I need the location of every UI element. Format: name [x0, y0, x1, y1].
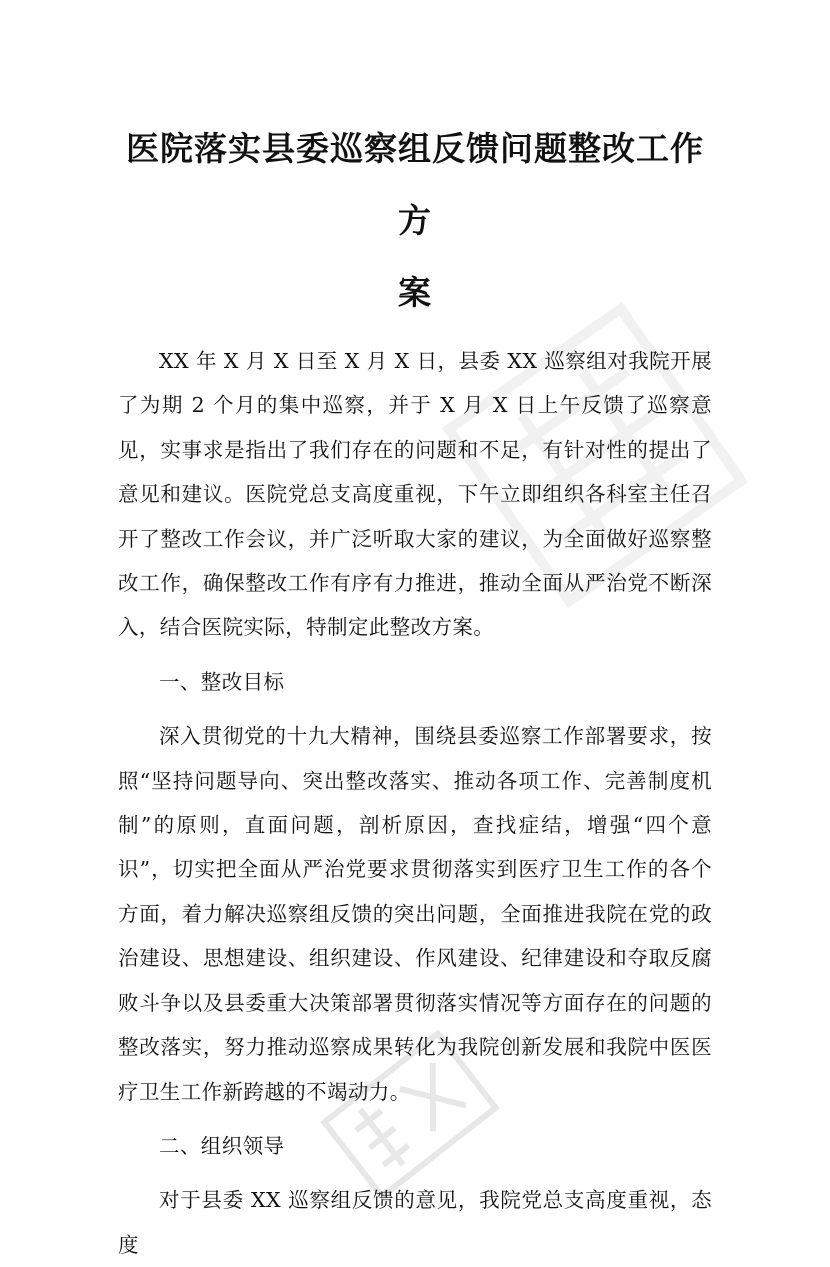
intro-paragraph: XX 年 X 月 X 日至 X 月 X 日，县委 XX 巡察组对我院开展了为期 2 个月的集中巡察，并于 X 月 X 日上午反馈了巡察意见，实事求是指出了我们存在的问题和不足，有针对性的提出了意见和建议。医院党总支高度重视，下午立即组织各科室主任召开了整改工作会议，并广泛听取大家的建议，为全面做好巡察整改工作，确保整改工作有序有力推进，推动全面从严治党不断深入，结合医院实际，特制定此整改方案。 [118, 349, 712, 640]
section-heading-rectification-goal: 一、整改目标 [159, 669, 285, 694]
spacing [118, 704, 712, 714]
document-title-line-2: 案 [398, 273, 432, 312]
section-heading-organization-leadership: 二、组织领导 [159, 1133, 285, 1158]
document-body [118, 339, 712, 1267]
goal-paragraph: 深入贯彻党的十九大精神，围绕县委巡察工作部署要求，按照“坚持问题导向、突出整改落实、推动各项工作、完善制度机制”的原则，直面问题，剖析原因，查找症结，增强“四个意识”，切实把全面从严治党要求贯彻落实到医疗卫生工作的各个方面，着力解决巡察组反馈的突出问题，全面推进我院在党的政治建设、思想建设、组织建设、作风建设、纪律建设和夺取反腐败斗争以及县委重大决策部署贯彻落实情况等方面存在的问题的整改落实，努力推动巡察成果转化为我院创新发展和我院中医医疗卫生工作新跨越的不竭动力。 [118, 724, 712, 1104]
leadership-paragraph: 对于县委 XX 巡察组反馈的意见，我院党总支高度重视，态度 [118, 1188, 712, 1257]
spacing [118, 1114, 712, 1124]
document-title [118, 0, 712, 329]
document-title-line-1: 医院落实县委巡察组反馈问题整改工作方 [126, 129, 704, 240]
spacing [118, 1168, 712, 1178]
spacing [118, 650, 712, 660]
